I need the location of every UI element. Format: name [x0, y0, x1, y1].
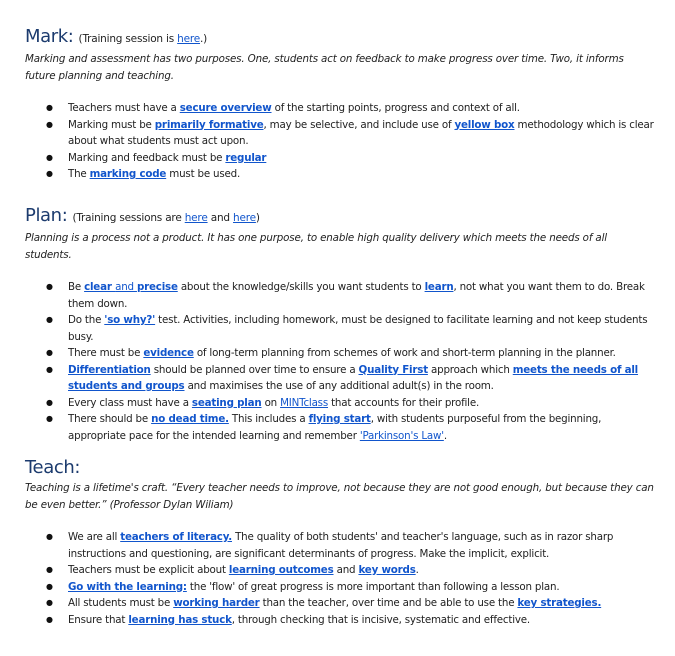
plan-bullet-item — [25, 312, 655, 345]
plan-inline-link[interactable]: seating plan — [191, 396, 262, 409]
mark-inline-link[interactable]: primarily formative — [154, 118, 264, 131]
plan-inline-link[interactable]: meets the needs of all students and groups — [68, 363, 639, 392]
plan-inline-link[interactable]: 'Parkinson's Law' — [359, 429, 444, 442]
mark-intro: Marking and assessment has two purposes. One, students act on feedback to make progress over time. Two, it informs future planning and teaching. — [25, 53, 624, 82]
plan-inline-link[interactable]: 'so why?' — [104, 314, 156, 326]
teach-bullet-text: Teachers must be explicit about — [68, 564, 229, 576]
teach-bullet-item — [25, 595, 655, 612]
plan-bullet-item — [25, 279, 655, 312]
teach-inline-link[interactable]: key strategies. — [517, 597, 602, 609]
mark-bullet-text: Marking and feedback must be — [68, 151, 226, 164]
plan-bullet-text: There should be — [68, 413, 152, 425]
plan-note-mid: and — [207, 212, 234, 224]
mark-bullet-item — [25, 150, 655, 167]
mark-title: Mark: — [25, 26, 74, 47]
teach-bullet-text: , through checking that is incisive, systematic and effective. — [231, 613, 530, 626]
mark-bullet-text: , may be selective, and include use of — [263, 118, 455, 131]
plan-note-end: ) — [255, 212, 260, 224]
plan-bullet-item — [25, 395, 655, 412]
plan-bullet-text: on — [261, 396, 281, 409]
plan-bullet-text: Every class must have a — [68, 396, 192, 409]
mark-heading — [25, 27, 655, 49]
plan-bullet-text: test. Activities, including homework, must be designed to facilitate learning and not keep students busy. — [68, 314, 648, 343]
plan-bullet-text: should be planned over time to ensure a — [150, 363, 359, 376]
plan-bullet-text: Do the — [68, 314, 105, 326]
teach-intro: Teaching is a lifetime's craft. “Every teacher needs to improve, not because they are not good enough, but because they can be even better.” (Professor Dylan Wiliam) — [25, 482, 654, 511]
teach-bullet-item — [25, 529, 655, 562]
plan-inline-link[interactable]: learn — [424, 281, 454, 293]
teach-inline-link[interactable]: working harder — [173, 597, 260, 609]
teach-bullet-text: than the teacher, over time and be able to use the — [259, 597, 518, 609]
teach-inline-link[interactable]: Go with the learning: — [68, 580, 187, 593]
mark-inline-link[interactable]: regular — [225, 151, 267, 164]
section-plan — [25, 206, 655, 444]
mark-training-note — [79, 33, 208, 45]
plan-intro: Planning is a process not a product. It has one purpose, to enable high quality delivery which meets the needs of all students. — [25, 232, 607, 261]
plan-training-link-2[interactable]: here — [233, 212, 256, 224]
teach-bullet-text: . — [415, 564, 419, 576]
mark-bullet-list — [25, 100, 655, 183]
plan-inline-link[interactable]: evidence — [143, 347, 194, 359]
mark-inline-link[interactable]: yellow box — [454, 118, 515, 131]
plan-inline-link[interactable]: Differentiation — [68, 363, 151, 376]
plan-bullet-text: , with students purposeful from the beginning, appropriate pace for the intended learning and remember — [68, 413, 602, 442]
mark-training-link[interactable]: here — [177, 33, 201, 45]
teach-inline-link[interactable]: key words — [358, 564, 416, 576]
plan-bullet-item — [25, 411, 655, 444]
mark-bullet-text: must be used. — [166, 168, 241, 180]
plan-bullet-text: Be — [68, 281, 85, 293]
teach-heading — [25, 458, 655, 478]
mark-bullet-text: The — [68, 168, 90, 180]
teach-bullet-text: We are all — [68, 531, 121, 543]
plan-inline-link[interactable]: and — [115, 281, 137, 293]
plan-heading — [25, 206, 655, 228]
mark-inline-link[interactable]: marking code — [89, 168, 167, 180]
mark-bullet-item — [25, 100, 655, 117]
plan-inline-link[interactable]: Quality First — [358, 363, 428, 376]
mark-note-end: .) — [200, 33, 208, 45]
section-mark — [25, 27, 655, 183]
plan-training-link-1[interactable]: here — [184, 212, 208, 224]
teach-bullet-text: and — [333, 564, 359, 576]
plan-inline-link[interactable]: MINTclass — [280, 396, 329, 409]
teach-bullet-text: The quality of both students' and teacher's language, such as in razor sharp instructions and questioning, are significant determinants of progress. Make the implicit, explicit. — [68, 531, 614, 560]
plan-inline-link[interactable]: no dead time. — [151, 413, 229, 425]
mark-bullet-text: of the starting points, progress and context of all. — [271, 102, 520, 114]
teach-inline-link[interactable]: learning has stuck — [128, 613, 232, 626]
plan-bullet-text: This includes a — [228, 413, 309, 425]
plan-bullet-text: , not what you want them to do. Break them down. — [68, 281, 645, 310]
teach-bullet-text: Ensure that — [68, 613, 129, 626]
teach-inline-link[interactable]: teachers of literacy. — [120, 531, 232, 543]
plan-inline-link[interactable]: precise — [136, 281, 178, 293]
plan-bullet-text: . — [443, 429, 447, 442]
mark-bullet-text: Marking must be — [68, 118, 155, 131]
plan-bullet-text: about the knowledge/skills you want students to — [177, 281, 425, 293]
plan-inline-link[interactable]: flying start — [308, 413, 371, 425]
mark-bullet-text: methodology which is clear about what students must act upon. — [68, 118, 654, 147]
teach-bullet-item — [25, 612, 655, 629]
plan-bullet-item — [25, 362, 655, 395]
mark-bullet-item — [25, 166, 655, 183]
teach-bullet-text: the 'flow' of great progress is more important than following a lesson plan. — [186, 580, 560, 593]
plan-note-text: (Training sessions are — [72, 212, 185, 224]
plan-training-note — [72, 212, 259, 224]
mark-bullet-item — [25, 117, 655, 150]
section-teach — [25, 458, 655, 628]
mark-bullet-text: Teachers must have a — [68, 102, 180, 114]
teach-bullet-list — [25, 529, 655, 628]
plan-bullet-text: that accounts for their profile. — [328, 396, 480, 409]
teach-inline-link[interactable]: learning outcomes — [228, 564, 334, 576]
mark-inline-link[interactable]: secure overview — [179, 102, 272, 114]
plan-inline-link[interactable]: clear — [84, 281, 116, 293]
plan-title: Plan: — [25, 205, 68, 226]
plan-bullet-text: of long-term planning from schemes of work and short-term planning in the planner. — [193, 347, 616, 359]
plan-bullet-text: and maximises the use of any additional adult(s) in the room. — [184, 380, 494, 392]
plan-bullet-text: approach which — [427, 363, 513, 376]
teach-bullet-item — [25, 579, 655, 596]
plan-bullet-item — [25, 345, 655, 362]
plan-bullet-list — [25, 279, 655, 444]
mark-note-text: (Training session is — [78, 33, 178, 45]
teach-title: Teach: — [25, 457, 81, 478]
teach-bullet-item — [25, 562, 655, 579]
plan-bullet-text: There must be — [68, 347, 144, 359]
teach-bullet-text: All students must be — [68, 597, 174, 609]
